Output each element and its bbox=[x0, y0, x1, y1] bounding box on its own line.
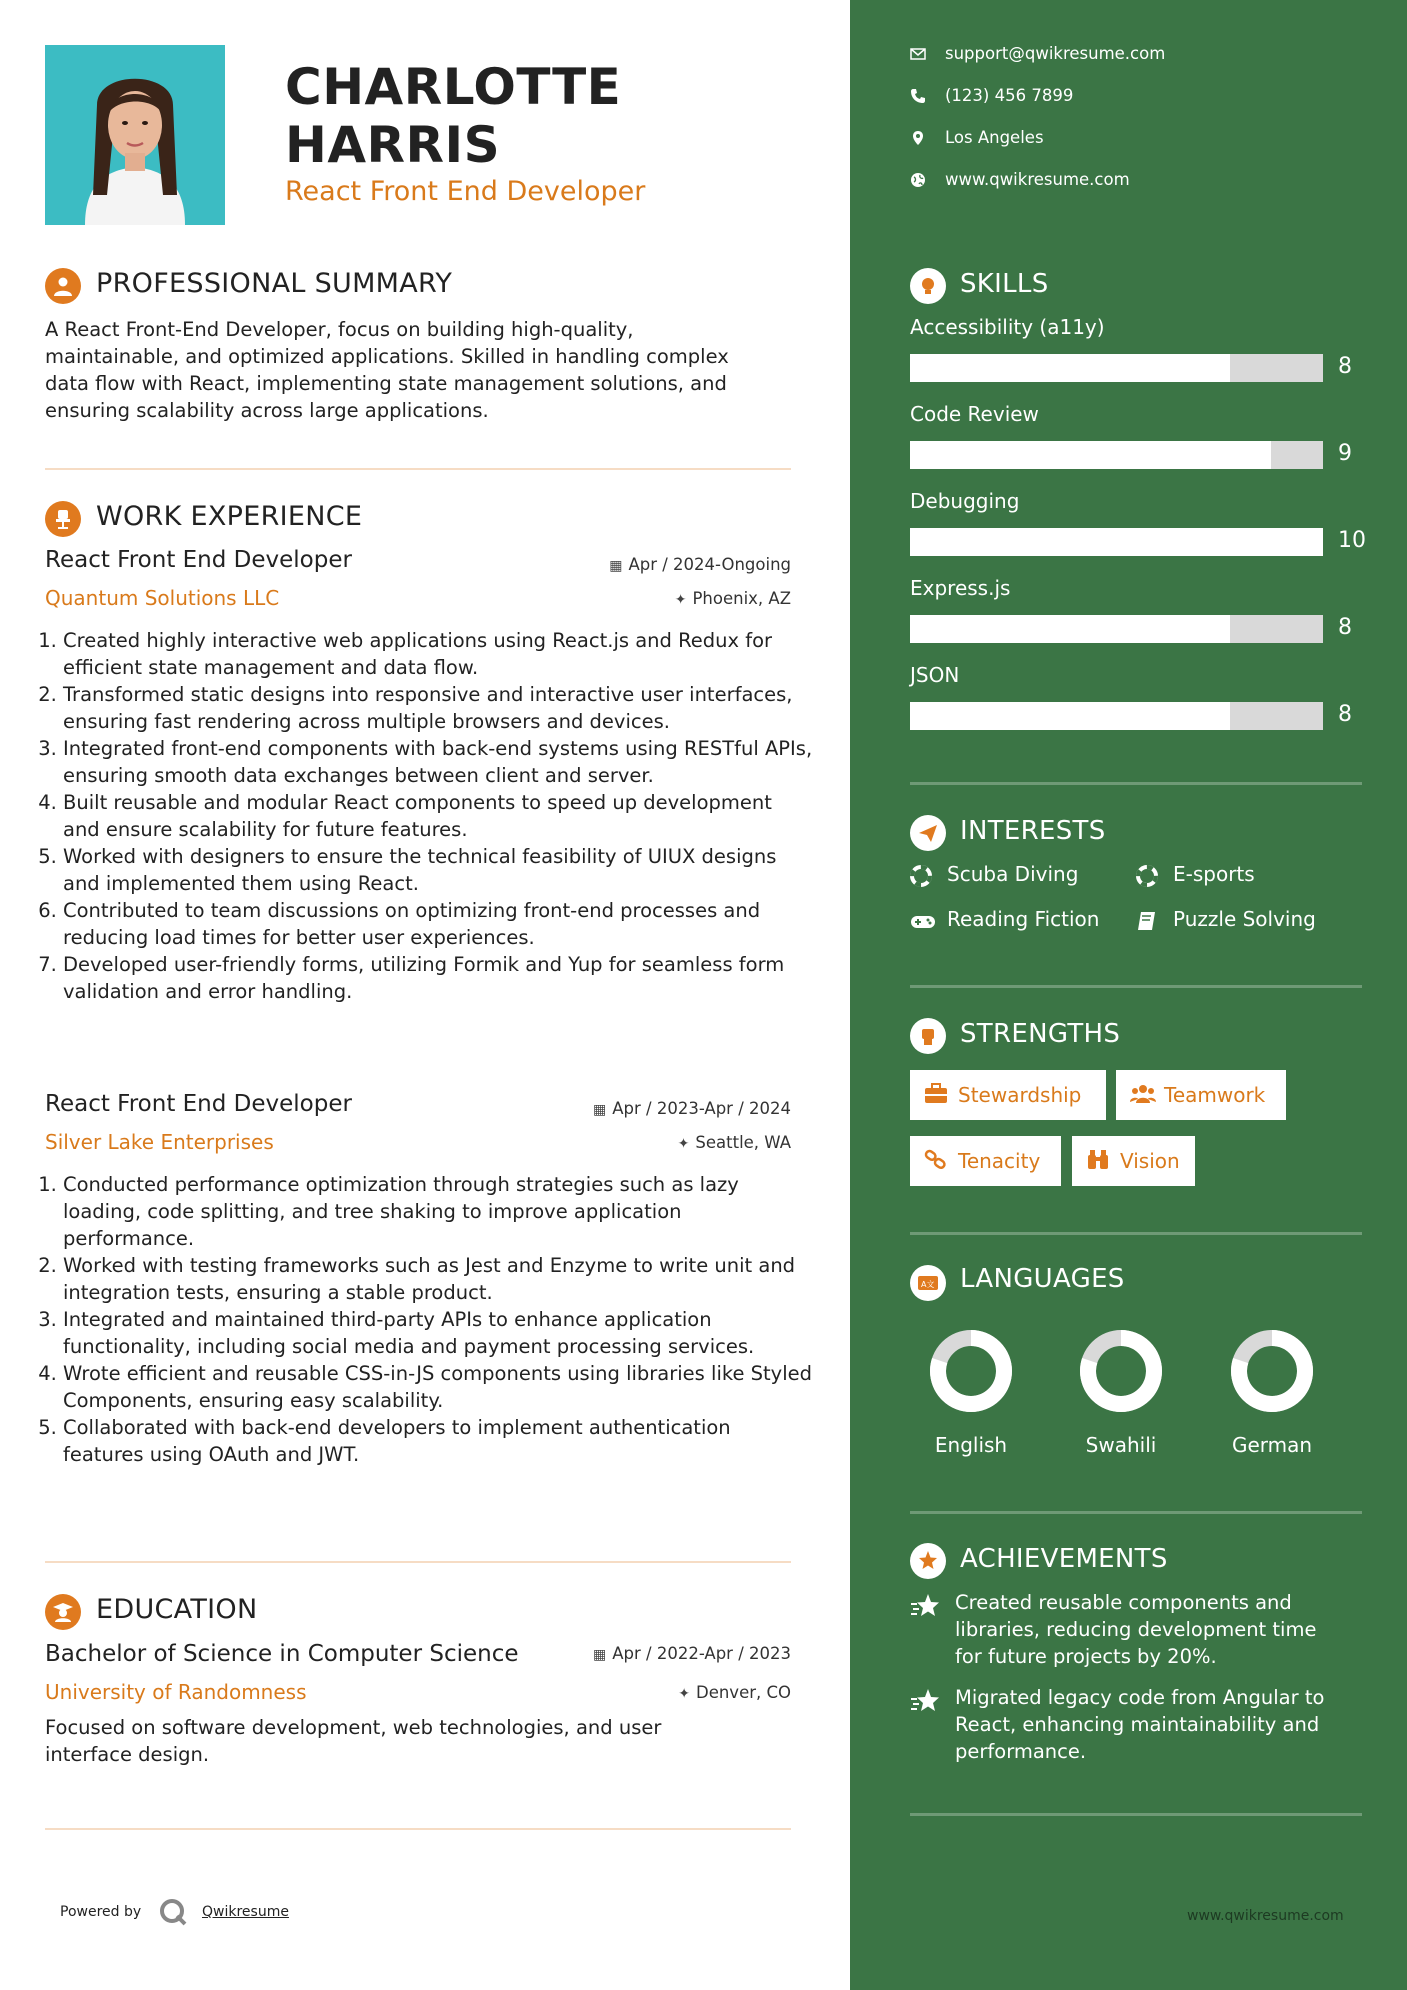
degree: Bachelor of Science in Computer Science bbox=[45, 1641, 519, 1667]
interest-label: Scuba Diving bbox=[947, 862, 1079, 886]
strength-badge bbox=[1072, 1136, 1195, 1186]
powered-by: Powered by bbox=[60, 1904, 142, 1920]
candidate-name bbox=[285, 58, 621, 174]
section-divider bbox=[45, 468, 791, 470]
graduate-icon bbox=[45, 1594, 81, 1630]
calendar-icon: ▦ bbox=[593, 1102, 607, 1118]
summary-title: PROFESSIONAL SUMMARY bbox=[96, 268, 453, 299]
phone-icon bbox=[910, 88, 926, 104]
footer-url[interactable]: www.qwikresume.com bbox=[1187, 1908, 1344, 1924]
star-icon bbox=[910, 1592, 942, 1620]
interest-label: Reading Fiction bbox=[947, 907, 1100, 931]
skill-value: 8 bbox=[1338, 354, 1352, 379]
skill-value: 9 bbox=[1338, 441, 1352, 466]
section-divider bbox=[45, 1561, 791, 1563]
qwikresume-logo-icon bbox=[158, 1897, 188, 1931]
achievement-item bbox=[955, 1684, 1355, 1765]
globe-icon bbox=[910, 172, 926, 188]
list-item: 2. Transformed static designs into responsive and interactive user interfaces, ensuring fast rendering across multiple browsers and devices. bbox=[63, 681, 813, 735]
skill-bar-fill bbox=[910, 615, 1230, 643]
section-divider bbox=[910, 1232, 1362, 1235]
school: University of Randomness bbox=[45, 1680, 307, 1704]
list-item: 4. Wrote efficient and reusable CSS-in-JS components using libraries like Styled Components, ensuring easy scalability. bbox=[63, 1360, 813, 1414]
job-location bbox=[678, 1133, 791, 1152]
svg-text:A文: A文 bbox=[921, 1280, 935, 1289]
list-item: 1. Created highly interactive web applications using React.js and Redux for efficient state management and data flow. bbox=[63, 627, 813, 681]
pin-icon: ✦ bbox=[677, 1136, 690, 1152]
languages-title: LANGUAGES bbox=[960, 1264, 1125, 1294]
summary-text bbox=[45, 316, 805, 424]
envelope-icon bbox=[910, 46, 926, 62]
skill-bar bbox=[910, 615, 1323, 643]
job-title: React Front End Developer bbox=[45, 1091, 352, 1117]
education-date-text: Apr / 2022-Apr / 2023 bbox=[612, 1644, 791, 1663]
binoculars-icon bbox=[1086, 1149, 1110, 1171]
skill-bar bbox=[910, 441, 1323, 469]
achievement-line: React, enhancing maintainability and bbox=[955, 1713, 1320, 1736]
list-item: 5. Collaborated with back-end developers to implement authentication features using OAuth and JWT. bbox=[63, 1414, 813, 1468]
skill-name: JSON bbox=[910, 663, 960, 687]
section-divider bbox=[45, 1828, 791, 1830]
calendar-icon: ▦ bbox=[609, 558, 623, 574]
job-location-text: Phoenix, AZ bbox=[692, 589, 791, 608]
name-first: CHARLOTTE bbox=[285, 58, 622, 116]
candidate-role: React Front End Developer bbox=[285, 176, 646, 207]
skill-value: 8 bbox=[1338, 702, 1352, 727]
strength-label: Tenacity bbox=[958, 1149, 1041, 1173]
profile-photo bbox=[45, 45, 225, 225]
list-item: 1. Conducted performance optimization through strategies such as lazy loading, code splitting, and tree shaking to improve application performance. bbox=[63, 1171, 813, 1252]
strength-label: Vision bbox=[1120, 1149, 1180, 1173]
skill-bar-fill bbox=[910, 441, 1271, 469]
language-label: English bbox=[934, 1433, 1008, 1457]
strength-label: Teamwork bbox=[1164, 1083, 1266, 1107]
summary-line: A React Front-End Developer, focus on building high-quality, bbox=[45, 318, 634, 341]
section-divider bbox=[910, 985, 1362, 988]
language-label: German bbox=[1231, 1433, 1313, 1457]
email-text[interactable]: support@qwikresume.com bbox=[945, 44, 1166, 63]
trophy-star-icon bbox=[910, 1543, 946, 1579]
achievement-line: Created reusable components and bbox=[955, 1591, 1292, 1614]
education-location-text: Denver, CO bbox=[695, 1683, 791, 1702]
star-icon bbox=[910, 1687, 942, 1715]
list-item: 4. Built reusable and modular React components to speed up development and ensure scalability for future features. bbox=[63, 789, 813, 843]
skill-name: Express.js bbox=[910, 576, 1011, 600]
link-icon bbox=[924, 1149, 948, 1171]
language-rings bbox=[850, 1320, 1407, 1420]
skill-value: 10 bbox=[1338, 528, 1366, 553]
list-item: 6. Contributed to team discussions on optimizing front-end processes and reducing load times for better user experiences. bbox=[63, 897, 813, 951]
paper-plane-icon bbox=[910, 815, 946, 851]
lightbulb-icon bbox=[910, 268, 946, 304]
skill-name: Code Review bbox=[910, 402, 1039, 426]
job-date-text: Apr / 2024-Ongoing bbox=[628, 555, 791, 574]
phone-text: (123) 456 7899 bbox=[945, 86, 1074, 105]
achievement-line: for future projects by 20%. bbox=[955, 1645, 1217, 1668]
job-bullets bbox=[45, 627, 813, 1005]
pin-icon: ✦ bbox=[678, 1686, 690, 1702]
lifebuoy-icon bbox=[910, 865, 932, 887]
website-text[interactable]: www.qwikresume.com bbox=[945, 170, 1130, 189]
skill-name: Accessibility (a11y) bbox=[910, 315, 1105, 339]
job-date bbox=[593, 1099, 791, 1118]
work-title: WORK EXPERIENCE bbox=[96, 501, 363, 532]
job-date bbox=[609, 555, 791, 574]
pin-icon: ✦ bbox=[674, 592, 687, 608]
section-divider bbox=[910, 1511, 1362, 1514]
achievement-line: libraries, reducing development time bbox=[955, 1618, 1317, 1641]
skill-bar bbox=[910, 528, 1323, 556]
book-icon bbox=[1136, 910, 1158, 932]
chair-icon bbox=[45, 501, 81, 537]
achievement-line: performance. bbox=[955, 1740, 1087, 1763]
summary-line: maintainable, and optimized applications. Skilled in handling complex bbox=[45, 345, 729, 368]
name-last: HARRIS bbox=[285, 116, 501, 174]
location-text: Los Angeles bbox=[945, 128, 1044, 147]
gamepad-icon bbox=[910, 910, 936, 932]
achievement-item bbox=[955, 1589, 1355, 1670]
achievements-title: ACHIEVEMENTS bbox=[960, 1544, 1168, 1574]
job-bullets bbox=[45, 1171, 813, 1468]
education-title: EDUCATION bbox=[96, 1594, 258, 1625]
qwikresume-link[interactable]: Qwikresume bbox=[202, 1904, 289, 1920]
job-date-text: Apr / 2023-Apr / 2024 bbox=[612, 1099, 791, 1118]
education-location bbox=[678, 1683, 791, 1702]
user-icon bbox=[45, 268, 81, 304]
strength-label: Stewardship bbox=[958, 1083, 1082, 1107]
education-desc bbox=[45, 1714, 805, 1768]
list-item: 7. Developed user-friendly forms, utilizing Formik and Yup for seamless form validation and error handling. bbox=[63, 951, 813, 1005]
interests-title: INTERESTS bbox=[960, 816, 1106, 846]
lifebuoy-icon bbox=[1136, 865, 1158, 887]
job-location-text: Seattle, WA bbox=[695, 1133, 791, 1152]
skill-name: Debugging bbox=[910, 489, 1020, 513]
strength-badge bbox=[910, 1070, 1106, 1120]
skill-bar bbox=[910, 354, 1323, 382]
list-item: 3. Integrated front-end components with back-end systems using RESTful APIs, ensuring smooth data exchanges between client and server. bbox=[63, 735, 813, 789]
skill-bar-fill bbox=[910, 702, 1230, 730]
map-pin-icon bbox=[910, 130, 926, 146]
strengths-title: STRENGTHS bbox=[960, 1019, 1121, 1049]
fist-icon bbox=[910, 1018, 946, 1054]
strength-badge bbox=[910, 1136, 1061, 1186]
summary-line: data flow with React, implementing state management solutions, and bbox=[45, 372, 727, 395]
interest-label: E-sports bbox=[1173, 862, 1255, 886]
section-divider bbox=[910, 1813, 1362, 1816]
section-divider bbox=[910, 782, 1362, 785]
team-icon bbox=[1130, 1083, 1156, 1105]
list-item: 3. Integrated and maintained third-party APIs to enhance application functionality, including social media and payment processing services. bbox=[63, 1306, 813, 1360]
summary-line: ensuring scalability across large applications. bbox=[45, 399, 489, 422]
sidebar bbox=[850, 0, 1407, 1990]
skill-bar bbox=[910, 702, 1323, 730]
job-company: Quantum Solutions LLC bbox=[45, 586, 280, 610]
job-company: Silver Lake Enterprises bbox=[45, 1130, 274, 1154]
interest-label: Puzzle Solving bbox=[1173, 907, 1316, 931]
job-location bbox=[675, 589, 791, 608]
language-icon bbox=[910, 1265, 946, 1301]
skills-title: SKILLS bbox=[960, 269, 1049, 299]
calendar-icon: ▦ bbox=[593, 1647, 607, 1663]
education-desc-line: interface design. bbox=[45, 1743, 210, 1766]
list-item: 2. Worked with testing frameworks such as Jest and Enzyme to write unit and integration tests, ensuring a stable product. bbox=[63, 1252, 813, 1306]
list-item: 5. Worked with designers to ensure the technical feasibility of UIUX designs and implemented them using React. bbox=[63, 843, 813, 897]
achievement-line: Migrated legacy code from Angular to bbox=[955, 1686, 1325, 1709]
skill-bar-fill bbox=[910, 528, 1323, 556]
strength-badge bbox=[1116, 1070, 1286, 1120]
job-title: React Front End Developer bbox=[45, 547, 352, 573]
skill-value: 8 bbox=[1338, 615, 1352, 640]
education-date bbox=[593, 1644, 791, 1663]
language-label: Swahili bbox=[1085, 1433, 1157, 1457]
education-desc-line: Focused on software development, web technologies, and user bbox=[45, 1716, 662, 1739]
skill-bar-fill bbox=[910, 354, 1230, 382]
briefcase-icon bbox=[924, 1083, 948, 1105]
